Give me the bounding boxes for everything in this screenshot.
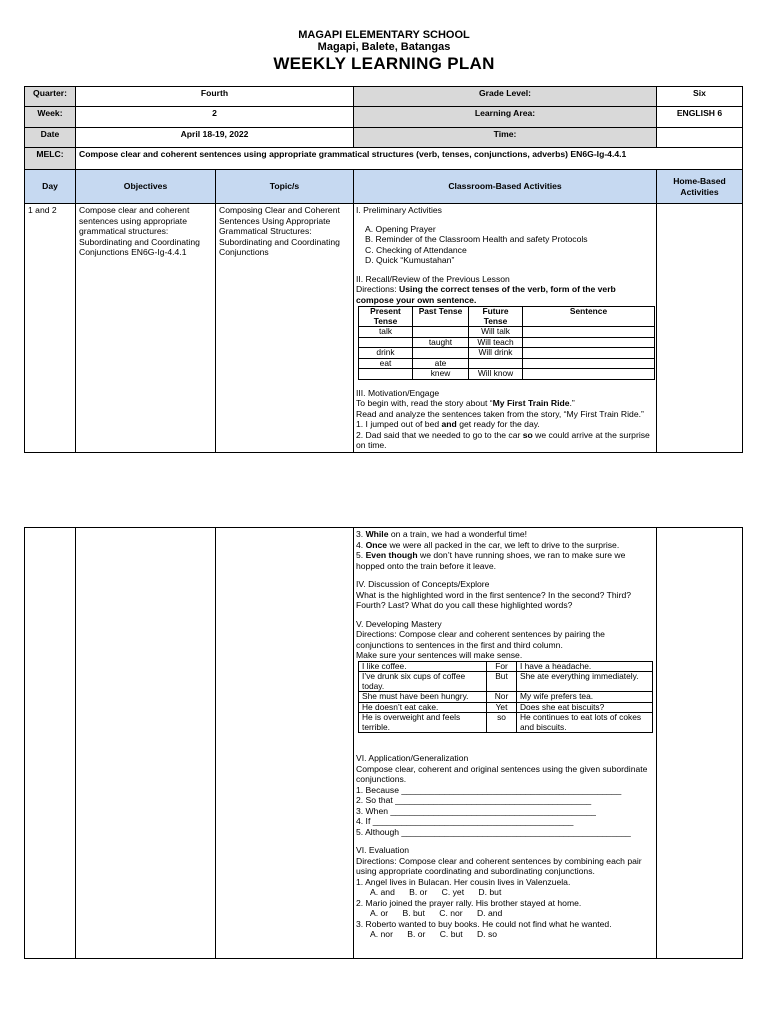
- tense-header: Past Tense: [413, 307, 469, 327]
- date-value: April 18-19, 2022: [76, 128, 354, 148]
- application-item: 3. When ___________________________________________: [356, 805, 596, 816]
- tense-header: Future Tense: [469, 307, 523, 327]
- prelim-item: B. Reminder of the Classroom Health and safety Protocols: [365, 234, 588, 244]
- conjunction-cell: so: [487, 713, 517, 733]
- col-objectives: Objectives: [76, 170, 216, 204]
- tense-cell: [413, 327, 469, 338]
- melc-value: Compose clear and coherent sentences using appropriate grammatical structures (verb, tenses, conjunctions, adverbs) EN6G-Ig-4.4.1: [76, 148, 743, 170]
- tense-header: Sentence: [523, 307, 655, 327]
- evaluation-options: A. or B. but C. nor D. and: [370, 908, 503, 918]
- prelim-item: A. Opening Prayer: [365, 223, 436, 234]
- learning-plan-table: [24, 86, 743, 453]
- tense-cell: [523, 337, 655, 348]
- date-label: Date: [25, 128, 76, 148]
- pair-cell: I’ve drunk six cups of coffee today.: [359, 672, 487, 692]
- day-cell: 1 and 2: [25, 204, 76, 453]
- conjunction-cell: Yet: [487, 702, 517, 713]
- conjunction-cell: For: [487, 661, 517, 672]
- evaluation-question: 2. Mario joined the prayer rally. His brother stayed at home.: [356, 897, 582, 908]
- col-home-activities: Home-Based Activities: [657, 170, 743, 204]
- prelim-item: C. Checking of Attendance: [365, 244, 467, 255]
- pair-cell: He is overweight and feels terrible.: [359, 713, 487, 733]
- story-sentence: 4. Once we were all packed in the car, we left to drive to the surprise.: [356, 539, 620, 550]
- tense-cell: taught: [413, 337, 469, 348]
- tense-cell: ate: [413, 358, 469, 369]
- classroom-activities-cell: [354, 204, 657, 453]
- tense-cell: [359, 369, 413, 380]
- day-cell: [25, 528, 76, 959]
- tense-cell: talk: [359, 327, 413, 338]
- motivation-intro: To begin with, read the story about “My First Train Ride.”: [356, 398, 575, 408]
- evaluation-question: 1. Angel lives in Bulacan. Her cousin lives in Valenzuela.: [356, 876, 571, 887]
- learning-area-label: Learning Area:: [354, 107, 657, 128]
- pair-cell: Does she eat biscuits?: [517, 702, 653, 713]
- week-label: Week:: [25, 107, 76, 128]
- application-item: 2. So that _________________________________________: [356, 795, 592, 805]
- conjunction-cell: But: [487, 672, 517, 692]
- col-topics: Topic/s: [216, 170, 354, 204]
- tense-cell: [523, 327, 655, 338]
- grade-level-label: Grade Level:: [354, 87, 657, 107]
- tense-cell: [469, 358, 523, 369]
- grade-level-value: Six: [657, 87, 743, 107]
- tense-cell: Will teach: [469, 337, 523, 348]
- motivation-text: Read and analyze the sentences taken from the story, “My First Train Ride.”: [356, 408, 644, 419]
- prelim-item: D. Quick “Kumustahan”: [365, 255, 455, 265]
- time-label: Time:: [354, 128, 657, 148]
- tense-cell: [359, 337, 413, 348]
- recall-directions: Directions: Using the correct tenses of the verb, form of the verb compose your own sentence.: [356, 284, 616, 305]
- quarter-value: Fourth: [76, 87, 354, 107]
- school-name: MAGAPI ELEMENTARY SCHOOL: [298, 29, 470, 41]
- evaluation-options: A. nor B. or C. but D. so: [370, 929, 498, 939]
- discussion-text: What is the highlighted word in the first sentence? In the second? Third? Fourth? Last? What do you call these highlighted words?: [356, 589, 632, 610]
- recall-title: II. Recall/Review of the Previous Lesson: [356, 273, 510, 284]
- learning-plan-continuation: [24, 527, 743, 959]
- melc-label: MELC:: [25, 148, 76, 170]
- evaluation-question: 3. Roberto wanted to buy books. He could not find what he wanted.: [356, 918, 612, 929]
- pair-cell: He doesn’t eat cake.: [359, 702, 487, 713]
- col-classroom-activities: Classroom-Based Activities: [354, 170, 657, 204]
- pair-cell: She ate everything immediately.: [517, 672, 653, 692]
- story-sentence: 1. I jumped out of bed and get ready for the day.: [356, 419, 540, 429]
- objectives-cell: [76, 528, 216, 959]
- tense-header: Present Tense: [359, 307, 413, 327]
- tense-cell: drink: [359, 348, 413, 359]
- topics-cell: [216, 528, 354, 959]
- tense-cell: knew: [413, 369, 469, 380]
- learning-area-value: ENGLISH 6: [657, 107, 743, 128]
- home-activities-cell: [657, 528, 743, 959]
- pair-cell: I have a headache.: [517, 661, 653, 672]
- mastery-note: Make sure your sentences will make sense.: [356, 650, 523, 660]
- pair-cell: She must have been hungry.: [359, 692, 487, 703]
- tense-table: [358, 306, 655, 380]
- tense-cell: eat: [359, 358, 413, 369]
- application-item: 5. Although ________________________________________________: [356, 826, 631, 837]
- conjunction-table: [358, 661, 653, 734]
- story-sentence: 2. Dad said that we needed to go to the car so we could arrive at the surprise on time.: [356, 429, 650, 450]
- time-value: [657, 128, 743, 148]
- discussion-title: IV. Discussion of Concepts/Explore: [356, 579, 490, 589]
- pair-cell: I like coffee.: [359, 661, 487, 672]
- week-value: 2: [76, 107, 354, 128]
- motivation-title: III. Motivation/Engage: [356, 387, 440, 398]
- pair-cell: My wife prefers tea.: [517, 692, 653, 703]
- pair-cell: He continues to eat lots of cokes and biscuits.: [517, 713, 653, 733]
- tense-cell: [413, 348, 469, 359]
- application-item: 4. If __________________________________________: [356, 816, 574, 826]
- tense-cell: Will talk: [469, 327, 523, 338]
- application-directions: Compose clear, coherent and original sentences using the given subordinate conjunctions.: [356, 763, 648, 784]
- preliminary-title: I. Preliminary Activities: [356, 205, 442, 215]
- conjunction-cell: Nor: [487, 692, 517, 703]
- application-item: 1. Because ______________________________________________: [356, 784, 622, 795]
- school-address: Magapi, Balete, Batangas: [317, 41, 451, 53]
- tense-cell: [523, 348, 655, 359]
- evaluation-options: A. and B. or C. yet D. but: [370, 887, 502, 897]
- tense-cell: Will know: [469, 369, 523, 380]
- evaluation-title: VI. Evaluation: [356, 845, 410, 855]
- mastery-directions: Directions: Compose clear and coherent sentences by pairing the conjunctions to sentences in the first and third column.: [356, 629, 605, 650]
- home-activities-cell: [657, 204, 743, 453]
- classroom-activities-cell: [354, 528, 657, 959]
- tense-cell: Will drink: [469, 348, 523, 359]
- page-title: WEEKLY LEARNING PLAN: [273, 54, 495, 73]
- objectives-cell: Compose clear and coherent sentences using appropriate grammatical structures: Subordinating and Coordinating Conjunctions EN6G-Ig-4.4.1: [76, 204, 216, 453]
- col-day: Day: [25, 170, 76, 204]
- topics-cell: Composing Clear and Coherent Sentences Using Appropriate Grammatical Structures: Subordinating and Coordinating Conjunctions: [216, 204, 354, 453]
- tense-cell: [523, 369, 655, 380]
- story-sentence: 5. Even though we don’t have running shoes, we ran to make sure we hopped onto the train before it leave.: [356, 550, 626, 571]
- tense-cell: [523, 358, 655, 369]
- application-title: VI. Application/Generalization: [356, 753, 469, 763]
- quarter-label: Quarter:: [25, 87, 76, 107]
- mastery-title: V. Developing Mastery: [356, 618, 442, 629]
- evaluation-directions: Directions: Compose clear and coherent sentences by combining each pair using appropriate coordinating and subordinating conjunctions.: [356, 855, 642, 876]
- story-sentence: 3. While on a train, we had a wonderful time!: [356, 529, 528, 539]
